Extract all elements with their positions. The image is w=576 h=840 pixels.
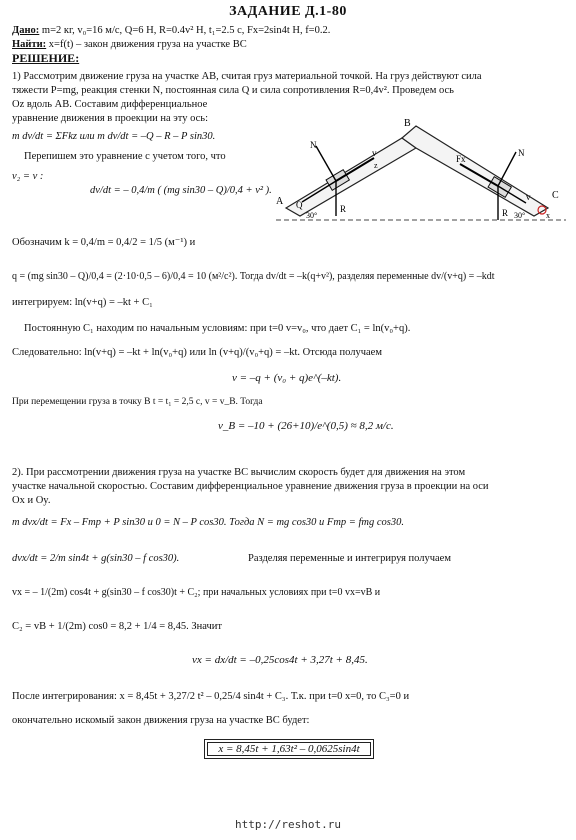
s2-line-5: Разделяя переменные и интегрируя получаем	[248, 553, 451, 564]
eq-v: v = –q + (v₀ + q)e^(–kt).	[232, 372, 342, 384]
s1-line-1: тяжести P=mg, реакция стенки N, постоянная сила Q и сила сопротивления R=0,4v². Проведем ось	[12, 85, 454, 96]
s2-line-0: 2). При рассмотрении движения груза на участке BC вычислим скорость будет для движения на этом	[12, 467, 466, 478]
find-label: Найти:	[12, 39, 47, 50]
solution-heading-line	[12, 52, 564, 66]
given-text: m=2 кг, v₀=16 м/с, Q=6 Н, R=0.4v² Н, t₁=2.5 с, Fx=2sin4t Н, f=0.2.	[41, 25, 331, 36]
s1-line-8: Обозначим k = 0,4/m = 0,4/2 = 1/5 (м⁻¹) и	[12, 237, 196, 248]
label-c: C	[552, 190, 559, 201]
s2-line-1: участке начальной скоростью. Составим дифференциальное уравнение движения груза в проекции на оси	[12, 481, 489, 492]
label-angle-c: 30°	[514, 211, 526, 220]
n-arrow-ab	[316, 146, 336, 181]
label-a: A	[276, 196, 284, 207]
s2-line-8: После интегрирования: x = 8,45t + 3,27/2 t² – 0,25/4 sin4t + C₃. Т.к. при t=0 x=0, то C₃=0 и	[12, 691, 410, 702]
n-arrow-bc	[498, 152, 516, 186]
label-axis-z: z	[374, 161, 378, 170]
s1-line-11: Постоянную C₁ находим по начальным условиям: при t=0 v=v₀, что дает C₁ = ln(v₀+q).	[24, 323, 411, 334]
find-line	[12, 38, 564, 51]
s1-line-2: Oz вдоль AB. Составим дифференциальное	[12, 99, 208, 110]
eq-vb: v_B = –10 + (26+10)/e^(0,5) ≈ 8,2 м/с.	[218, 420, 394, 432]
s1-line-5: Перепишем это уравнение с учетом того, что	[24, 151, 226, 162]
s2-line-7: C₂ = vB + 1/(2m) cos0 = 8,2 + 1/4 = 8,45. Значит	[12, 621, 222, 632]
given-label: Дано:	[12, 25, 40, 36]
label-fx: Fx	[456, 154, 466, 164]
label-angle-a: 30°	[306, 211, 318, 220]
s1-eq-motion: m dv/dt = ΣFkz или m dv/dt = –Q – R – P sin30.	[12, 131, 216, 142]
s2-line-6: vx = – 1/(2m) cos4t + g(sin30 – f cos30)t + C₂; при начальных условиях при t=0 vx=vB и	[12, 587, 381, 598]
solution-heading: РЕШЕНИЕ:	[12, 52, 80, 65]
find-text: x=f(t) – закон движения груза на участке BC	[48, 39, 247, 50]
s2-line-4: dvx/dt = 2/m sin4t + g(sin30 – f cos30).	[12, 553, 180, 564]
footer-url[interactable]: http://reshot.ru	[235, 818, 341, 831]
label-axis-x: x	[546, 211, 550, 220]
eq-vx: vx = dx/dt = –0,25cos4t + 3,27t + 8,45.	[192, 654, 368, 666]
label-n-bc: N	[518, 148, 525, 158]
s1-line-3: уравнение движения в проекции на эту ось:	[12, 113, 208, 124]
label-q: Q	[296, 200, 303, 210]
label-n-ab: N	[310, 140, 317, 150]
mechanics-diagram	[276, 116, 568, 226]
final-answer-box: x = 8,45t + 1,63t² – 0,0625sin4t	[204, 739, 374, 759]
s1-line-9: q = (mg sin30 – Q)/0,4 = (2·10·0,5 – 6)/0,4 = 10 (м²/с²). Тогда dv/dt = –k(q+v²), разделяя переменные dv/(v+q) = –kdt	[12, 271, 495, 282]
page-title: ЗАДАНИЕ Д.1-80	[229, 4, 347, 19]
s2-line-3: m dvx/dt = Fx – Fтр + P sin30 и 0 = N – P cos30. Тогда N = mg cos30 и Fтр = fmg cos30.	[12, 517, 405, 528]
s1-eq-dvdt: dv/dt = – 0,4/m ( (mg sin30 – Q)/0,4 + v² ).	[90, 185, 272, 196]
s1-line-12: Следовательно: ln(v+q) = –kt + ln(v₀+q) или ln (v+q)/(v₀+q) = –kt. Отсюда получаем	[12, 347, 382, 358]
label-v-ab: v	[372, 148, 377, 158]
s1-line-13: При перемещении груза в точку B t = t₁ = 2,5 c, v = v_B. Тогда	[12, 397, 263, 407]
s2-line-9: окончательно искомый закон движения груза на участке BC будет:	[12, 715, 310, 726]
ramp-ab	[286, 138, 416, 216]
label-r-ab: R	[340, 204, 347, 214]
given-line	[12, 24, 564, 37]
s2-line-2: Ox и Oy.	[12, 495, 51, 506]
s1-line-6: v₂ = v :	[12, 171, 44, 182]
label-v-bc: v	[526, 192, 531, 202]
label-r-bc: R	[502, 208, 509, 218]
s1-line-0: 1) Рассмотрим движение груза на участке AB, считая груз материальной точкой. На груз действуют сила	[12, 71, 482, 82]
label-b: B	[404, 118, 411, 129]
s1-line-10: интегрируем: ln(v+q) = –kt + C₁	[12, 297, 153, 308]
